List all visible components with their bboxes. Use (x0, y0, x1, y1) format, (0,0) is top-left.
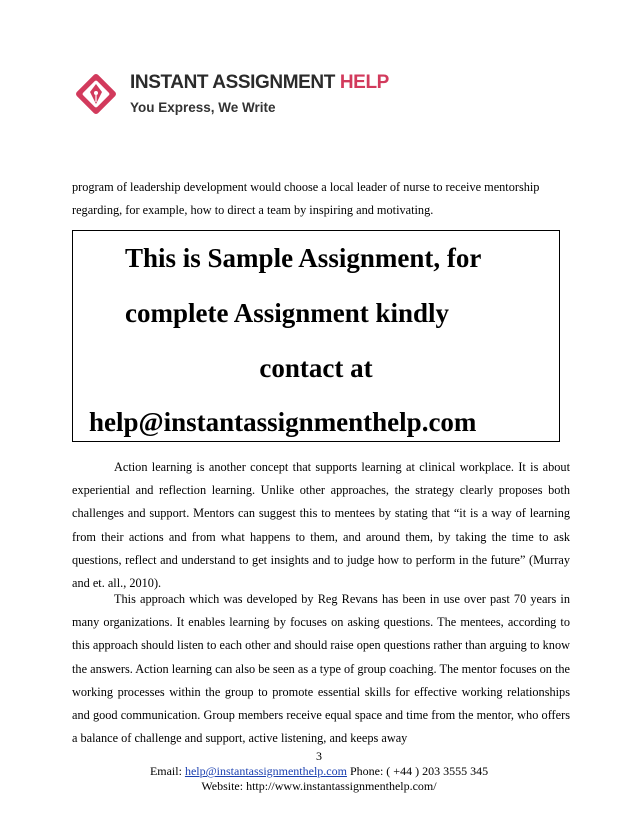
brand-name (130, 72, 389, 94)
brand-tagline: You Express, We Write (130, 100, 276, 115)
intro-line-1: program of leadership development would choose a local leader of nurse to receive mentorship (72, 180, 540, 194)
footer-website[interactable]: Website: http://www.instantassignmenthelp.com/ (201, 779, 437, 793)
sample-notice-line-2: complete Assignment kindly (125, 298, 450, 328)
intro-line-2: regarding, for example, how to direct a team by inspiring and motivating. (72, 203, 434, 217)
brand-logo[interactable] (74, 66, 389, 126)
paragraph-action-learning: Action learning is another concept that supports learning at clinical workplace. It is about experiential and reflection learning. Unlike other approaches, the strategy clearly proposes both challenges and support. Mentors can suggest this to mentees by stating that “it is a way of learning from their actions and from what happens to them, and around them, by taking the time to ask questions, reflect and understand to get insights and to judge how to perform in the future” (Murray and et. all., 2010). (72, 460, 570, 591)
brand-suffix: HELP (339, 72, 389, 93)
footer-email-link[interactable]: help@instantassignmenthelp.com (184, 764, 347, 778)
sample-notice-email[interactable]: help@instantassignmenthelp.com (89, 407, 477, 437)
footer-contact-line (0, 764, 638, 779)
brand-prefix: INSTANT ASSIGNMENT (130, 72, 335, 93)
paragraph-revans-approach: This approach which was developed by Reg Revans has been in use over past 70 years in many organizations. It enables learning by focuses on asking questions. The mentees, according to this approach should listen to each other and should raise open questions rather than arguing to know the answers. Action learning can also be seen as a type of group coaching. The mentor focuses on the working processes within the group to promote essential skills for effective working relationships and good communication. Group members receive equal space and time from the mentor, who offers a balance of challenge and support, active listening, and keeps away (72, 592, 570, 746)
sample-notice-box (72, 230, 560, 442)
sample-notice-line-1: This is Sample Assignment, for (125, 243, 482, 273)
pen-nib-icon (74, 72, 118, 116)
footer-phone: Phone: ( +44 ) 203 3555 345 (346, 764, 489, 778)
page-number: 3 (316, 749, 322, 763)
footer-email-label: Email: (149, 764, 185, 778)
sample-notice-line-3: contact at (259, 353, 373, 383)
